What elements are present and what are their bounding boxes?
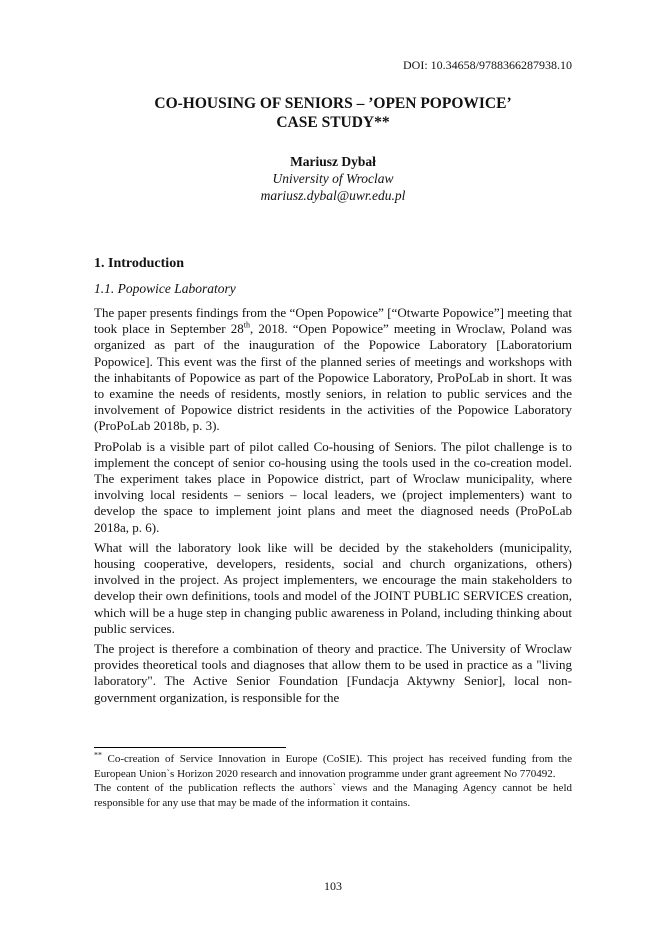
- footnote-separator: [94, 747, 286, 748]
- paragraph-4: The project is therefore a combination of theory and practice. The University of Wroclaw provides theoretical tools and diagnoses that allow them to be used in practice as a "living laboratory". The Active Senior Foundation [Fundacja Aktywny Senior], local non-government organization, is responsible for the: [94, 641, 572, 705]
- author-email: mariusz.dybal@uwr.edu.pl: [260, 188, 406, 203]
- title-line-2: CASE STUDY**: [276, 114, 390, 131]
- paragraph-3: What will the laboratory look like will be decided by the stakeholders (municipality, housing cooperative, developers, residents, social and church organizations, others) involved in the project. As project implementers, we encourage the main stakeholders to develop their own definitions, tools and model of the JOINT PUBLIC SERVICES creation, which will be a huge step in changing public awareness in Poland, including thinking about public services.: [94, 539, 572, 636]
- superscript-th: th: [243, 320, 250, 330]
- author-block: [94, 153, 572, 204]
- author-affiliation: University of Wroclaw: [272, 171, 394, 186]
- paragraph-2: ProPolab is a visible part of pilot called Co-housing of Seniors. The pilot challenge is to implement the concept of senior co-housing using the tools used in the co-creation model. The experiment takes place in Popowice district, part of Wroclaw municipality, where involving local residents – seniors – local leaders, we (project implementers) want to develop the space to implement joint plans and meet the diagnosed needs (ProPoLab 2018a, p. 6).: [94, 438, 572, 535]
- paragraph-1: The paper presents findings from the “Open Popowice” [“Otwarte Popowice”] meeting that took place in September 28th, 2018. “Open Popowice” meeting in Wroclaw, Poland was organized as part of the inauguration of the Popowice Laboratory [Laboratorium Popowice]. This event was the first of the planned series of meetings and workshops with the inhabitants of Popowice as part of the Popowice Laboratory, ProPoLab in short. It was to examine the needs of residents, mostly seniors, in relation to public services and the involvement of Popowice district residents in the activities of the Popowice Laboratory (ProPoLab 2018b, p. 3).: [94, 305, 572, 434]
- paper-title: [94, 94, 572, 132]
- body-text: [94, 305, 572, 710]
- footnotes: [94, 752, 572, 810]
- footnote-mark: **: [94, 750, 102, 760]
- title-line-1: CO-HOUSING OF SENIORS – ’OPEN POPOWICE’: [154, 95, 512, 112]
- section-heading: 1. Introduction: [94, 256, 184, 271]
- subsection-heading: 1.1. Popowice Laboratory: [94, 281, 236, 296]
- doi-header: DOI: 10.34658/9788366287938.10: [403, 58, 572, 72]
- author-name: Mariusz Dybał: [290, 154, 376, 169]
- footnote-1: ** Co-creation of Service Innovation in Europe (CoSIE). This project has received funding from the European Union`s Horizon 2020 research and innovation programme under grant agreement No 770492.: [94, 750, 572, 780]
- footnote-2: The content of the publication reflects the authors` views and the Managing Agency cannot be held responsible for any use that may be made of the information it contains.: [94, 782, 572, 809]
- page-number: 103: [324, 879, 342, 893]
